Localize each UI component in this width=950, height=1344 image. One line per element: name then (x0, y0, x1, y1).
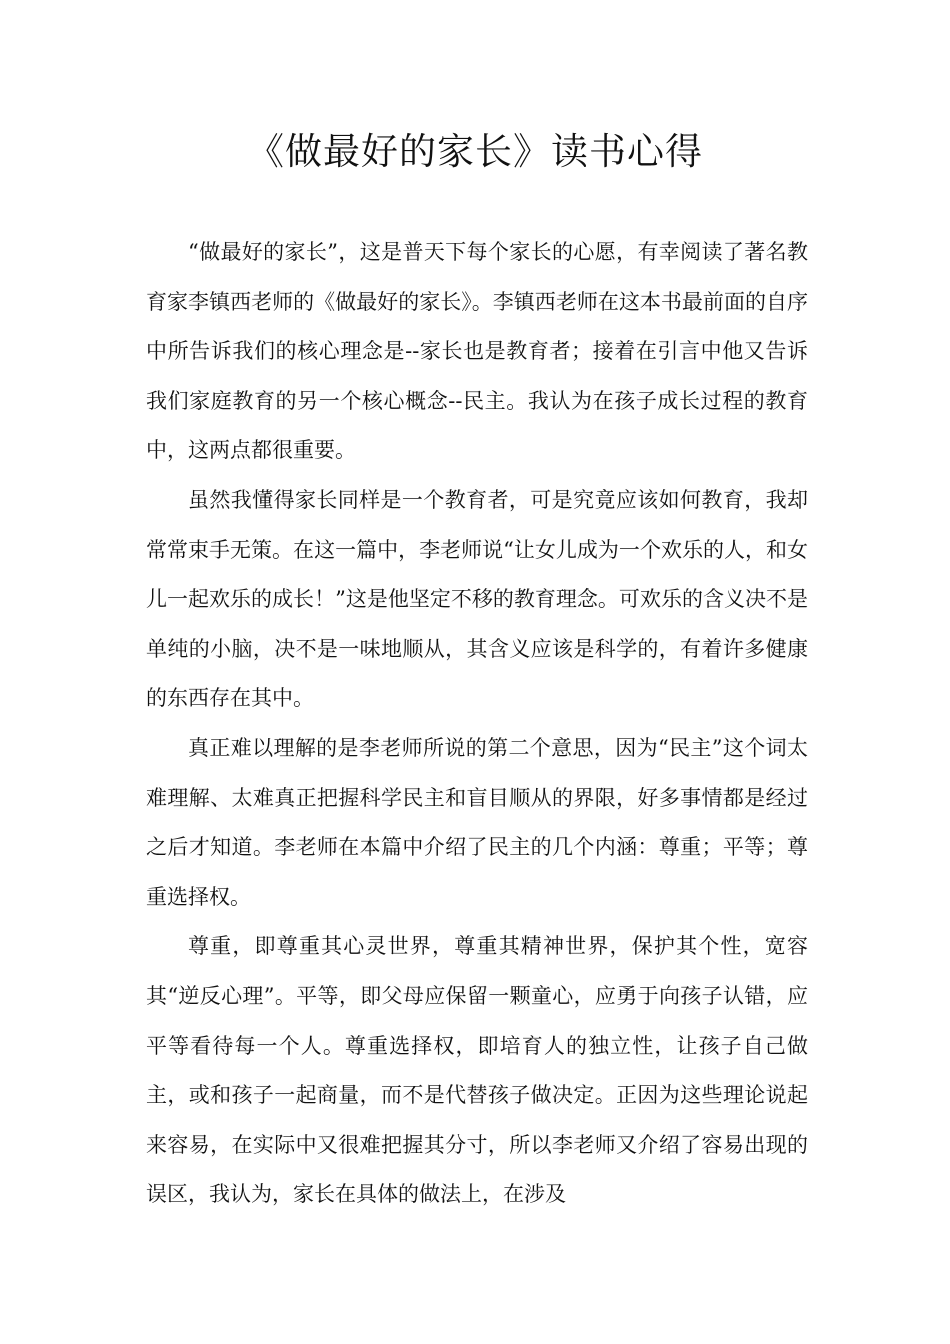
paragraph-4: 尊重，即尊重其心灵世界，尊重其精神世界，保护其个性，宽容其“逆反心理”。平等，即父母应保留一颗童心，应勇于向孩子认错，应平等看待每一个人。尊重选择权，即培育人的独立性，让孩子自己做主，或和孩子一起商量，而不是代替孩子做决定。正因为这些理论说起来容易，在实际中又很难把握其分寸，所以李老师又介绍了容易出现的误区，我认为，家长在具体的做法上，在涉及 (146, 934, 808, 1207)
document-body (146, 228, 808, 1220)
paragraph-2: 虽然我懂得家长同样是一个教育者，可是究竟应该如何教育，我却常常束手无策。在这一篇中，李老师说“让女儿成为一个欢乐的人，和女儿一起欢乐的成长！”这是他坚定不移的教育理念。可欢乐的含义决不是单纯的小脑，决不是一味地顺从，其含义应该是科学的，有着许多健康的东西存在其中。 (146, 487, 808, 711)
paragraph-3: 真正难以理解的是李老师所说的第二个意思，因为“民主”这个词太难理解、太难真正把握科学民主和盲目顺从的界限，好多事情都是经过之后才知道。李老师在本篇中介绍了民主的几个内涵：尊重；平等；尊重选择权。 (146, 735, 808, 909)
document-title: 《做最好的家长》读书心得 (247, 130, 703, 173)
paragraph-1: “做最好的家长”，这是普天下每个家长的心愿，有幸阅读了著名教育家李镇西老师的《做最好的家长》。李镇西老师在这本书最前面的自序中所告诉我们的核心理念是--家长也是教育者；接着在引言中他又告诉我们家庭教育的另一个核心概念--民主。我认为在孩子成长过程的教育中，这两点都很重要。 (146, 240, 808, 463)
